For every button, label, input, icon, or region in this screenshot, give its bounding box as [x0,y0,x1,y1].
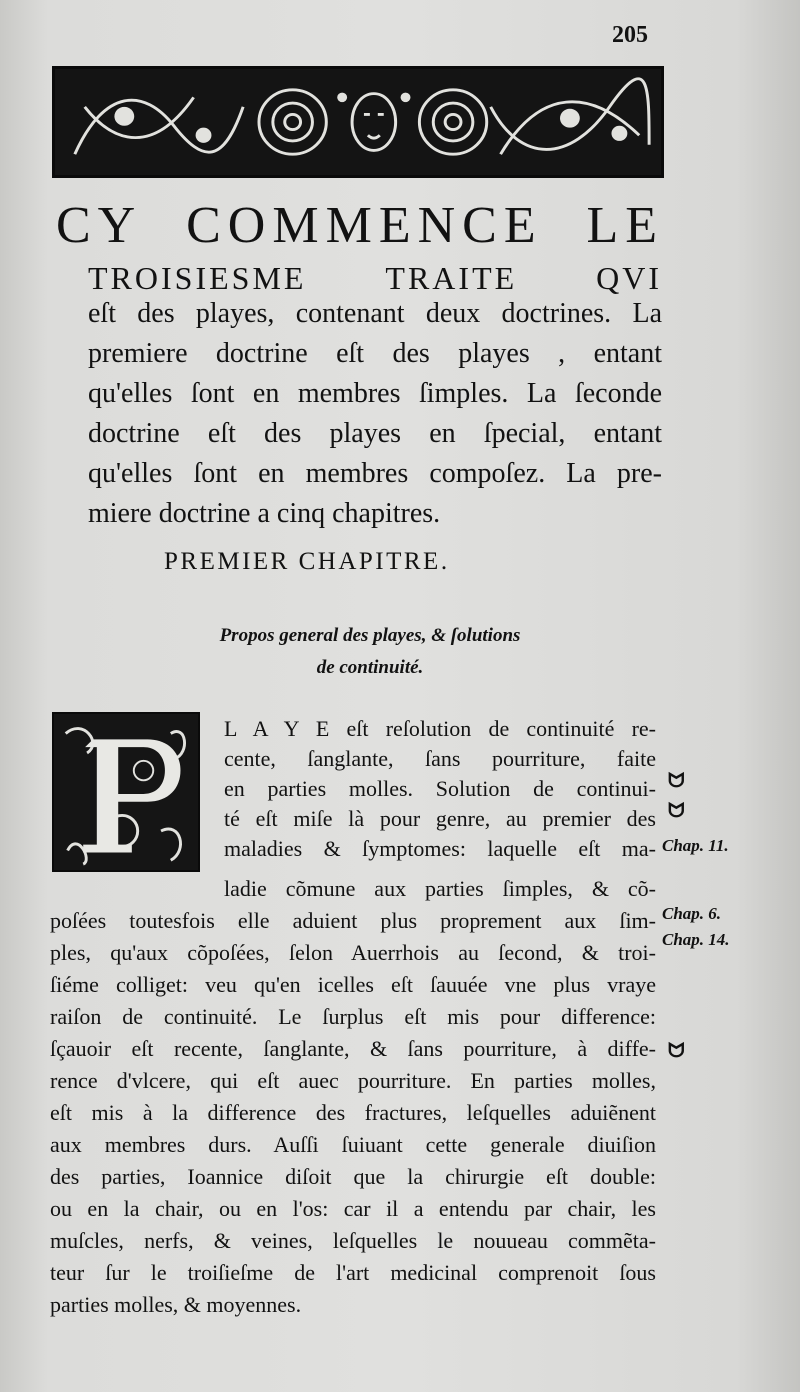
ornamental-header-band [52,66,664,178]
chapter-subtitle-line: de continuité. [316,657,424,678]
body-line: raiſon de continuité. Le ſurplus eſt mis pour difference: [50,1004,656,1029]
body-line: eſt mis à la difference des fractures, leſquelles aduiẽnent [50,1100,656,1125]
body-line: muſcles, nerfs, & veines, leſquelles le nouueau commẽta- [50,1228,656,1253]
chapter-title: PREMIER CHAPITRE. [164,548,450,575]
heading-word: CY [56,197,143,254]
margin-reference-mark: ᗢ [668,800,685,822]
body-line: L A Y E eſt reſolution de continuité re- [224,716,656,741]
body-line: parties molles, & moyennes. [50,1292,302,1317]
heading-word: TROISIESME [88,260,307,296]
heading-word: COMMENCE [186,197,543,254]
heading-word: LE [586,197,664,254]
body-line: té eſt miſe là pour genre, au premier des [224,806,656,831]
intro-line: premiere doctrine eſt des playes , entant [88,338,662,369]
body-line: rence d'vlcere, qui eſt auec pourriture. En parties molles, [50,1068,656,1093]
margin-note-chapter: Chap. 14. [662,930,730,949]
margin-reference-mark: ᗢ [668,1040,685,1062]
foliage-ornament-image [55,69,661,175]
intro-line: miere doctrine a cinq chapitres. [88,498,441,529]
intro-line: qu'elles ſont en membres ſimples. La ſeconde [88,378,662,409]
body-line: poſées toutesfois elle aduient plus proprement aux ſim- [50,908,656,933]
margin-reference-mark: ᗢ [668,770,685,792]
body-line: aux membres durs. Auſſi ſuiuant cette generale diuiſion [50,1132,656,1157]
intro-paragraph [88,294,662,534]
body-line: cente, ſanglante, ſans pourriture, faite [224,746,656,771]
margin-note-chapter: Chap. 6. [662,904,722,923]
intro-line: eſt des playes, contenant deux doctrines. La [88,298,662,329]
margin-note-chapter: Chap. 11. [662,836,729,855]
main-heading-line-1 [56,196,664,256]
page-number: 205 [612,22,648,48]
body-line: ſçauoir eſt recente, ſanglante, & ſans pourriture, à diffe- [50,1036,656,1061]
intro-line: doctrine eſt des playes en ſpecial, entant [88,418,662,449]
heading-word: QVI [596,260,662,296]
body-line: ou en la chair, ou en l'os: car il a entendu par chair, les [50,1196,656,1221]
heading-word: TRAITE [385,260,518,296]
intro-line: qu'elles ſont en membres compoſez. La pre- [88,458,662,489]
chapter-subtitle-line: Propos general des playes, & ſolutions [219,625,521,646]
body-line: maladies & ſymptomes: laquelle eſt ma- [224,836,656,861]
decorated-initial-p-image [52,712,200,872]
body-line: des parties, Ioannice diſoit que la chirurgie eſt double: [50,1164,656,1189]
body-line: ples, qu'aux cõpoſées, ſelon Auerrhois au ſecond, & troi- [50,940,656,965]
main-heading-line-2 [88,258,662,298]
body-line: ſiéme colliget: veu qu'en icelles eſt ſauuée vne plus vraye [50,972,656,997]
body-line: teur ſur le troiſieſme de l'art medicinal comprenoit ſous [50,1260,656,1285]
chapter-subtitle [160,620,580,684]
body-line: ladie cõmune aux parties ſimples, & cõ- [224,876,656,901]
body-line: en parties molles. Solution de continui- [224,776,656,801]
